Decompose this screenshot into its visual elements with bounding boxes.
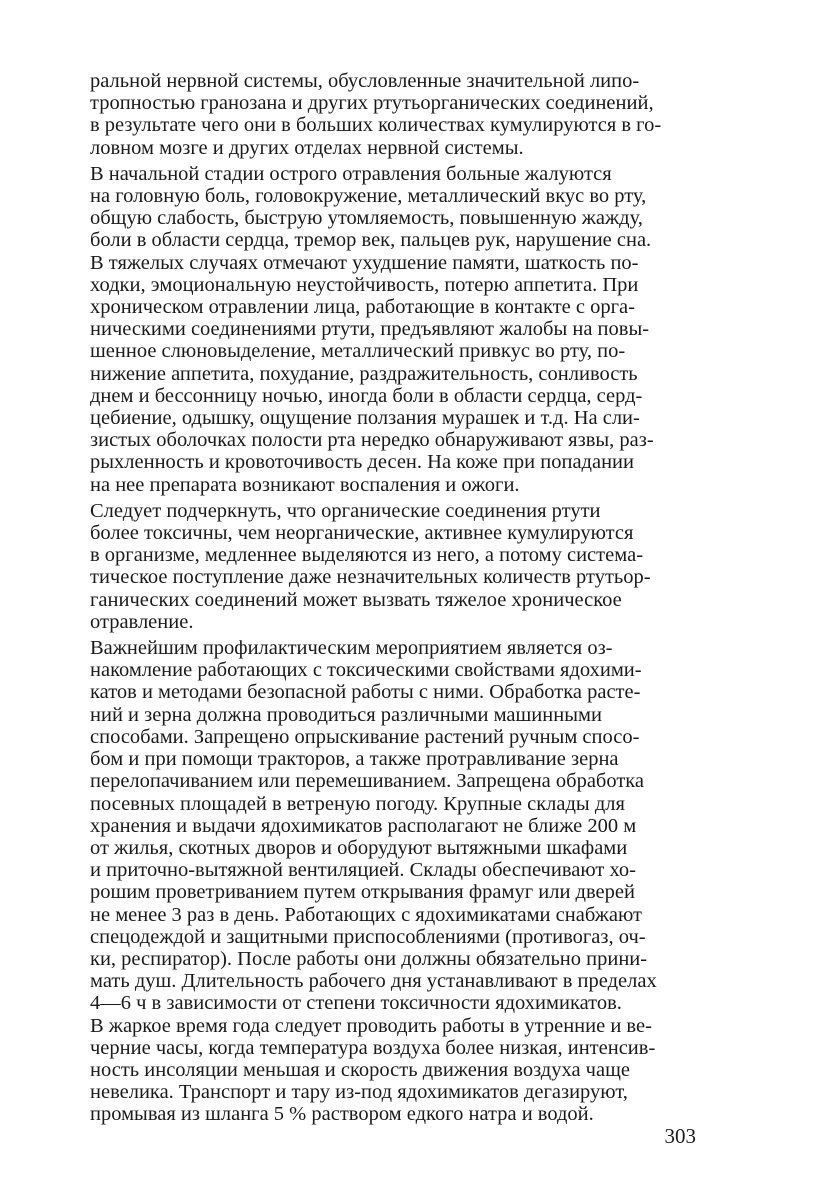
paragraph-organic-toxicity: Следует подчеркнуть, что органические соединения ртути более токсичны, чем неорганические, активнее кумулируются в организме, медленнее выделяются из него, а потому системa- тическое поступление даже незначительных количеств ртутьор- ганических соединений может вызвать тяжелое хроническое отравление.: [90, 499, 651, 633]
paragraph-continuation: ральной нервной системы, обусловленные значительной липо- тропностью гранозана и других ртутьорганических соединений, в результате чего они в больших количествах кумулируются в го- ловном мозге и других отделах нервной системы.: [90, 70, 662, 159]
paragraph-prevention: Важнейшим профилактическим мероприятием является оз- накомление работающих с токсическими свойствами ядохими- катов и методами безопасной работы с ними. Обработка расте- ний и зерна должна проводиться различными машинными способами. Запрещено опрыскивание растений ручным спосо- бом и при помощи тракторов, а также протравливание зерна перелопачиванием или перемешиванием. Запрещена обработка посевных площадей в ветреную погоду. Крупные склады для хранения и выдачи ядохимикатов располагают не ближе 200 м от жилья, скотных дворов и оборудуют вытяжными шкафами и приточно-вытяжной вентиляцией. Склады обеспечивают хо- рошим проветриванием путем открывания фрамуг или дверей не менее 3 раз в день. Работающих с ядохимикатами снабжают спецодеждой и защитными приспособлениями (противогаз, оч- ки, респиратор). После работы они должны обязательно прини- мать душ. Длительность рабочего дня устанавливают в пределах 4—6 ч в зависимости от степени токсичности ядохимикатов. В жаркое время года следует проводить работы в утренние и ве- черние часы, когда температура воздуха более низкая, интенсив- ность инсоляции меньшая и скорость движения воздуха чаще невелика. Транспорт и тару из-под ядохимикатов дегазируют, промывая из шланга 5 % раствором едкого натра и водой.: [90, 637, 657, 1126]
page-number: 303: [664, 1124, 696, 1148]
page-body: [90, 70, 696, 1130]
paragraph-acute-poisoning: В начальной стадии острого отравления больные жалуются на головную боль, головокружение, металлический вкус во рту, общую слабость, быструю утомляемость, повышенную жажду, боли в области сердца, тремор век, пальцев рук, нарушение сна. В тяжелых случаях отмечают ухудшение памяти, шаткость по- ходки, эмоциональную неустойчивость, потерю аппетита. При хроническом отравлении лица, работающие в контакте с орга- ническими соединениями ртути, предъявляют жалобы на повы- шенное слюновыделение, металлический привкус во рту, по- нижение аппетита, похудание, раздражительность, сонливость днем и бессонницу ночью, иногда боли в области сердца, серд- цебиение, одышку, ощущение ползания мурашек и т.д. На сли- зистых оболочках полости рта нередко обнаруживают язвы, раз- рыхленность и кровоточивость десен. На коже при попадании на нее препарата возникают воспаления и ожоги.: [90, 162, 654, 496]
